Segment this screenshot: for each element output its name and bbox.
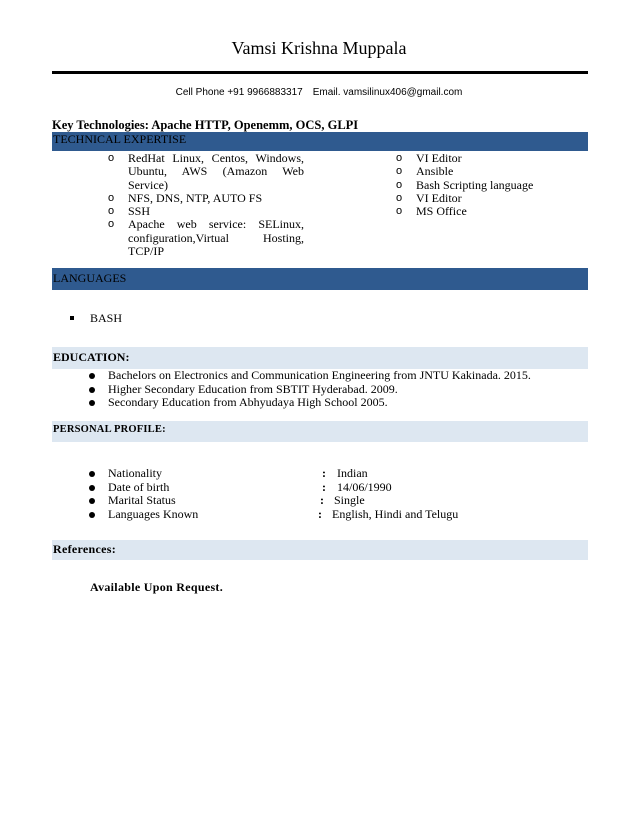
personal-profile-title: PERSONAL PROFILE: (53, 424, 166, 435)
list-item-text: Higher Secondary Education from SBTIT Hyderabad. 2009. (108, 381, 398, 396)
bullet-marker: o (396, 191, 403, 204)
list-item (108, 218, 304, 258)
list-item (108, 205, 304, 218)
profile-separator: : (322, 479, 326, 494)
profile-separator: : (320, 493, 324, 507)
technical-expertise-header (52, 132, 588, 151)
bullet-marker: o (396, 178, 403, 191)
profile-label: Languages Known (108, 506, 199, 521)
square-bullet-icon (70, 316, 74, 320)
technical-left-list (108, 152, 304, 258)
list-item (396, 165, 596, 178)
bullet-marker: o (396, 165, 403, 178)
languages-header (52, 268, 588, 290)
profile-value: Single (334, 493, 365, 507)
list-item (396, 152, 596, 165)
education-header (52, 347, 588, 369)
profile-label: Nationality (108, 466, 162, 480)
list-item-text: Secondary Education from Abhyudaya High School 2005. (108, 395, 388, 409)
list-item-text: NFS, DNS, NTP, AUTO FS (128, 190, 263, 205)
candidate-name: Vamsi Krishna Muppala (231, 38, 407, 58)
list-item-text: Bachelors on Electronics and Communication Engineering from JNTU Kakinada. 2015. (108, 368, 531, 382)
bullet-dot-icon (89, 400, 95, 406)
list-item-text: VI Editor (416, 190, 462, 205)
list-item (88, 396, 531, 410)
bullet-dot-icon (89, 512, 95, 518)
list-item-text: SSH (128, 204, 151, 219)
list-item-text: Apache web service: SELinux, configuration,Virtual Hosting, TCP/IP (128, 217, 304, 259)
bullet-marker: o (108, 152, 115, 164)
profile-value: 14/06/1990 (337, 479, 392, 494)
bullet-marker: o (108, 205, 115, 218)
list-item (108, 192, 304, 205)
bullet-dot-icon (89, 498, 95, 504)
contact-phone: Cell Phone +91 9966883317 (175, 87, 303, 98)
header-rule (52, 71, 588, 74)
list-item (88, 369, 531, 383)
bullet-dot-icon (89, 485, 95, 491)
profile-label: Date of birth (108, 479, 170, 494)
list-item-text: VI Editor (416, 151, 462, 165)
bullet-marker: o (396, 152, 403, 164)
list-item-text: RedHat Linux, Centos, Windows, Ubuntu, AWS (Amazon Web Service) (128, 151, 304, 192)
profile-value: English, Hindi and Telugu (332, 506, 459, 521)
technical-right-list (396, 152, 596, 218)
list-item-text: Ansible (416, 164, 454, 179)
bullet-marker: o (108, 218, 115, 231)
bullet-dot-icon (89, 387, 95, 393)
profile-label: Marital Status (108, 493, 176, 507)
technical-expertise-title: TECHNICAL EXPERTISE (53, 132, 187, 146)
bullet-dot-icon (89, 373, 95, 379)
bullet-dot-icon (89, 471, 95, 477)
contact-email: Email. vamsilinux406@gmail.com (312, 87, 463, 98)
references-header (52, 540, 588, 560)
profile-separator: : (318, 506, 322, 521)
languages-item-text: BASH (90, 311, 123, 325)
key-technologies: Key Technologies: Apache HTTP, Openemm, OCS, GLPI (52, 118, 359, 132)
profile-separator: : (322, 466, 326, 480)
bullet-marker: o (396, 205, 403, 218)
references-text: Available Upon Request. (90, 580, 224, 594)
list-item (396, 205, 596, 218)
languages-title: LANGUAGES (53, 271, 127, 285)
list-item-text: MS Office (416, 204, 467, 219)
list-item (88, 383, 531, 397)
list-item (396, 179, 596, 192)
education-title: EDUCATION: (53, 350, 130, 364)
list-item (396, 192, 596, 205)
list-item (108, 152, 304, 192)
list-item-text: Bash Scripting language (416, 177, 534, 192)
profile-value: Indian (337, 466, 368, 480)
bullet-marker: o (108, 191, 115, 204)
contact-line (0, 87, 638, 98)
education-list (88, 369, 531, 410)
personal-profile-header (52, 421, 588, 442)
references-title: References: (53, 542, 117, 556)
